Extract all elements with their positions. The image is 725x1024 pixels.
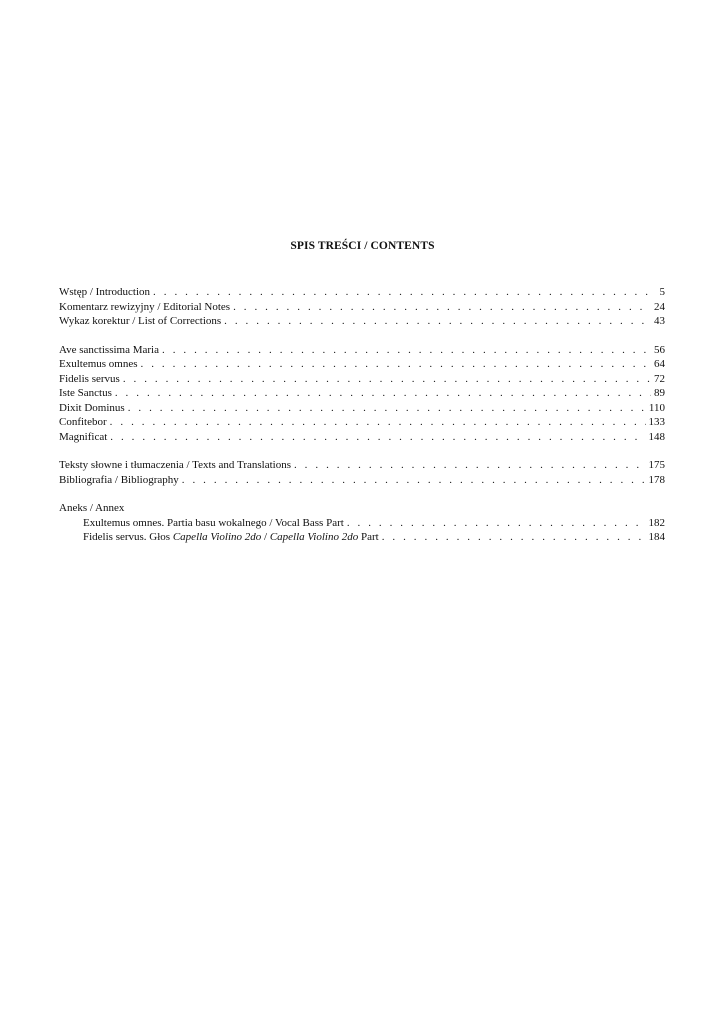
dot-leader — [115, 386, 651, 401]
toc-entry[interactable] — [59, 314, 665, 329]
toc-entry-page: 148 — [648, 430, 665, 443]
toc-entry-page: 182 — [648, 516, 665, 529]
dot-leader — [162, 343, 651, 358]
toc-entry-page: 184 — [648, 531, 665, 543]
dot-leader — [128, 401, 646, 416]
dot-leader — [382, 530, 646, 545]
toc-entry[interactable] — [59, 458, 665, 473]
label-part: / — [261, 531, 270, 543]
toc-entry[interactable] — [59, 372, 665, 387]
table-of-contents — [59, 285, 665, 545]
toc-entry-label: Exultemus omnes. Partia basu wokalnego / Vocal Bass Part — [83, 516, 344, 529]
dot-leader — [294, 458, 646, 473]
toc-group-works — [59, 343, 665, 445]
toc-entry-label: Confitebor — [59, 416, 107, 428]
toc-group-annex — [59, 501, 665, 545]
toc-entry-page: 110 — [648, 401, 665, 414]
toc-entry-page: 178 — [648, 473, 665, 486]
toc-entry-label: Wstęp / Introduction — [59, 286, 151, 298]
toc-entry-label: Exultemus omnes — [59, 358, 138, 370]
toc-entry-page: 5 — [659, 286, 665, 298]
toc-entry-label: Dixit Dominus — [59, 401, 125, 414]
toc-entry-page: 175 — [648, 459, 665, 471]
toc-entry[interactable] — [59, 415, 665, 430]
toc-entry[interactable] — [59, 516, 665, 531]
toc-entry-label — [83, 530, 379, 545]
toc-entry-page: 24 — [654, 300, 665, 313]
toc-entry-label: Magnificat — [59, 430, 108, 443]
toc-entry-label: Komentarz rewizyjny / Editorial Notes — [59, 300, 231, 313]
toc-entry[interactable] — [59, 473, 665, 488]
toc-entry[interactable] — [59, 300, 665, 315]
toc-entry[interactable] — [59, 285, 665, 300]
dot-leader — [233, 300, 651, 315]
label-part: Fidelis servus. Głos — [83, 531, 173, 543]
annex-heading: Aneks / Annex — [59, 502, 125, 514]
toc-entry-label: Bibliografia / Bibliography — [59, 473, 179, 486]
toc-entry[interactable] — [59, 401, 665, 416]
toc-group-back-matter — [59, 458, 665, 487]
label-italic-part: Capella Violino 2do — [172, 531, 262, 543]
toc-entry-page: 89 — [654, 387, 665, 399]
toc-entry-page: 133 — [648, 416, 665, 428]
dot-leader — [110, 430, 645, 445]
toc-entry-page: 64 — [654, 358, 665, 370]
dot-leader — [224, 314, 651, 329]
toc-entry-page: 56 — [654, 343, 665, 356]
toc-entry[interactable] — [59, 530, 665, 545]
toc-entry-page: 43 — [654, 315, 665, 327]
toc-entry[interactable] — [59, 343, 665, 358]
dot-leader — [110, 415, 646, 430]
toc-entry-label: Ave sanctissima Maria — [59, 343, 159, 356]
toc-entry-label: Fidelis servus — [59, 372, 120, 385]
label-part: Part — [358, 531, 379, 543]
toc-entry[interactable] — [59, 386, 665, 401]
toc-entry[interactable] — [59, 430, 665, 445]
dot-leader — [141, 357, 651, 372]
dot-leader — [347, 516, 646, 531]
toc-group-front-matter — [59, 285, 665, 329]
dot-leader — [123, 372, 651, 387]
toc-entry-label: Wykaz korektur / List of Corrections — [59, 315, 222, 327]
page-title: SPIS TREŚCI / CONTENTS — [290, 240, 435, 252]
toc-entry-label: Iste Sanctus — [59, 387, 112, 399]
toc-entry-label: Teksty słowne i tłumaczenia / Texts and Translations — [59, 459, 291, 471]
toc-entry-page: 72 — [654, 372, 665, 385]
dot-leader — [182, 473, 646, 488]
dot-leader — [153, 285, 652, 300]
label-italic-part: Capella Violino 2do — [269, 531, 359, 543]
toc-entry[interactable] — [59, 357, 665, 372]
